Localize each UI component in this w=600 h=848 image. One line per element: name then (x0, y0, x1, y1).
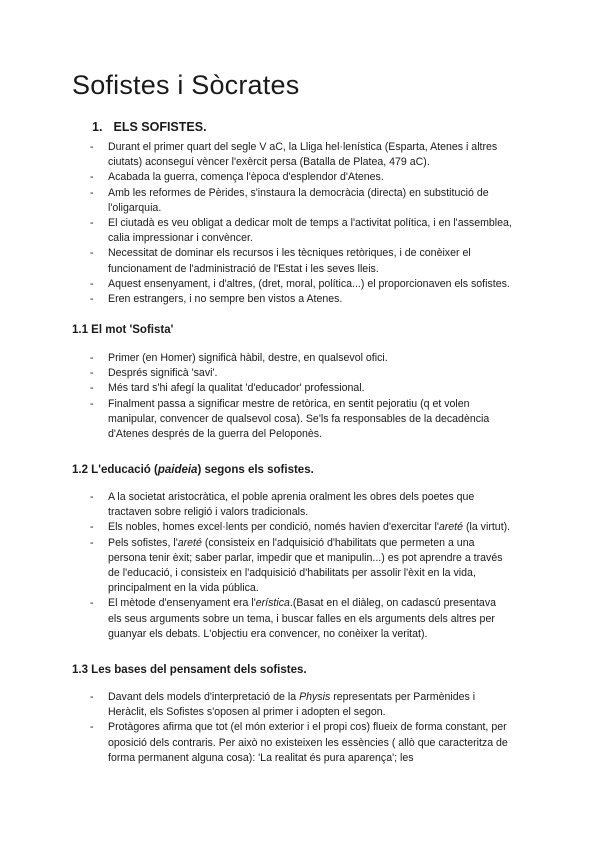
section-1-number: 1. (92, 120, 103, 134)
list-item: - Necessitat de dominar els recursos i les tècniques retòriques, i de conèixer el funcionament de l'administració de l'Estat i les seves lleis. (72, 246, 512, 276)
section-1-2-heading-post: ) segons els sofistes. (197, 464, 314, 476)
list-item (72, 596, 512, 642)
list-item (72, 520, 512, 535)
list-item-text: El mètode d'ensenyament era l' (108, 597, 256, 610)
section-1-list (72, 140, 512, 307)
list-item-italic: Physis (299, 691, 331, 703)
list-item-italic: areté (177, 536, 202, 549)
section-1-title: ELS SOFISTES. (113, 120, 207, 134)
section-1-1-list (72, 351, 512, 442)
list-item-text: Pels sofistes, l' (108, 536, 178, 549)
list-item: - Eren estrangers, i no sempre ben vistos a Atenes. (72, 292, 512, 307)
list-item: - Primer (en Homer) significà hàbil, destre, en qualsevol ofici. (72, 351, 512, 366)
list-item: - Protàgores afirma que tot (el món exterior i el propi cos) flueix de forma constant, per oposició dels contraris. Per això no existeixen les essències ( allò que caracteritza de forma permanent alguna cosa): 'La realitat és pura aparença'; les (72, 720, 512, 766)
section-1-1-heading: 1.1 El mot 'Sofista' (72, 324, 174, 336)
list-item (72, 536, 512, 597)
list-item: - Amb les reformes de Pèrides, s'instaura la democràcia (directa) en substitució de l'oligarquia. (72, 186, 512, 216)
list-item (72, 690, 512, 720)
list-item: - Després significà 'savi'. (72, 366, 512, 381)
list-item: - A la societat aristocràtica, el poble aprenia oralment les obres dels poetes que tractaven sobre religió i valors tradicionals. (72, 490, 512, 520)
list-item: - Durant el primer quart del segle V aC, la Lliga hel·lenística (Esparta, Atenes i altres ciutats) aconseguí vèncer l'exèrcit persa (Batalla de Platea, 479 aC). (72, 140, 512, 170)
list-item: - Finalment passa a significar mestre de retòrica, en sentit pejoratiu (q et volen manipular, convencer de qualsevol cosa). Se'ls fa responsables de la decadència d'Atenes després de la guerra del Peloponès. (72, 397, 512, 443)
section-1-2-heading (72, 464, 314, 476)
list-item-italic: areté (438, 521, 464, 534)
section-1-2-list (72, 490, 512, 642)
list-item-text: Davant dels models d'interpretació de la (108, 691, 300, 703)
list-item: - Aquest ensenyament, i d'altres, (dret, moral, política...) el proporcionaven els sofistes. (72, 277, 512, 292)
list-item-text: .(Basat en el diàleg, on cadascú presentava els seus arguments sobre un tema, i buscar falles en els arguments dels altres per guanyar els debats. L'objectiu era convencer, no conèixer la veritat). (108, 597, 497, 640)
section-1-heading (92, 120, 207, 134)
list-item-text: (la virtut). (463, 521, 511, 534)
list-item: - Més tard s'hi afegí la qualitat 'd'educador' professional. (72, 381, 512, 396)
document-title: Sofistes i Sòcrates (72, 70, 300, 100)
section-1-2-heading-pre: 1.2 L'educació ( (72, 464, 158, 476)
section-1-2-heading-italic: paideia (157, 464, 198, 476)
section-1-3-list (72, 690, 512, 766)
list-item-text: representats per Parmènides i Heràclit, els Sofistes s'oposen al primer i adopten el segon. (108, 691, 476, 719)
list-item-text: (consisteix en l'adquisició d'habilitats que permeten a una persona tenir èxit; saber parlar, impedir que et manipulin...) es pot aprendre a través de l'educació, i consisteix en l'adquisició d'habilitats per assolir l'èxit en la vida, principalment en la vida pública. (108, 536, 503, 595)
list-item: - Acabada la guerra, comença l'època d'esplendor d'Atenes. (72, 170, 512, 185)
list-item: - El ciutadà es veu obligat a dedicar molt de temps a l'activitat política, i en l'assemblea, calia impressionar i convèncer. (72, 216, 512, 246)
section-1-3-heading: 1.3 Les bases del pensament dels sofistes. (72, 664, 307, 676)
list-item-text: Els nobles, homes excel·lents per condició, només havien d'exercitar l' (108, 521, 439, 534)
list-item-italic: erística (255, 597, 290, 610)
